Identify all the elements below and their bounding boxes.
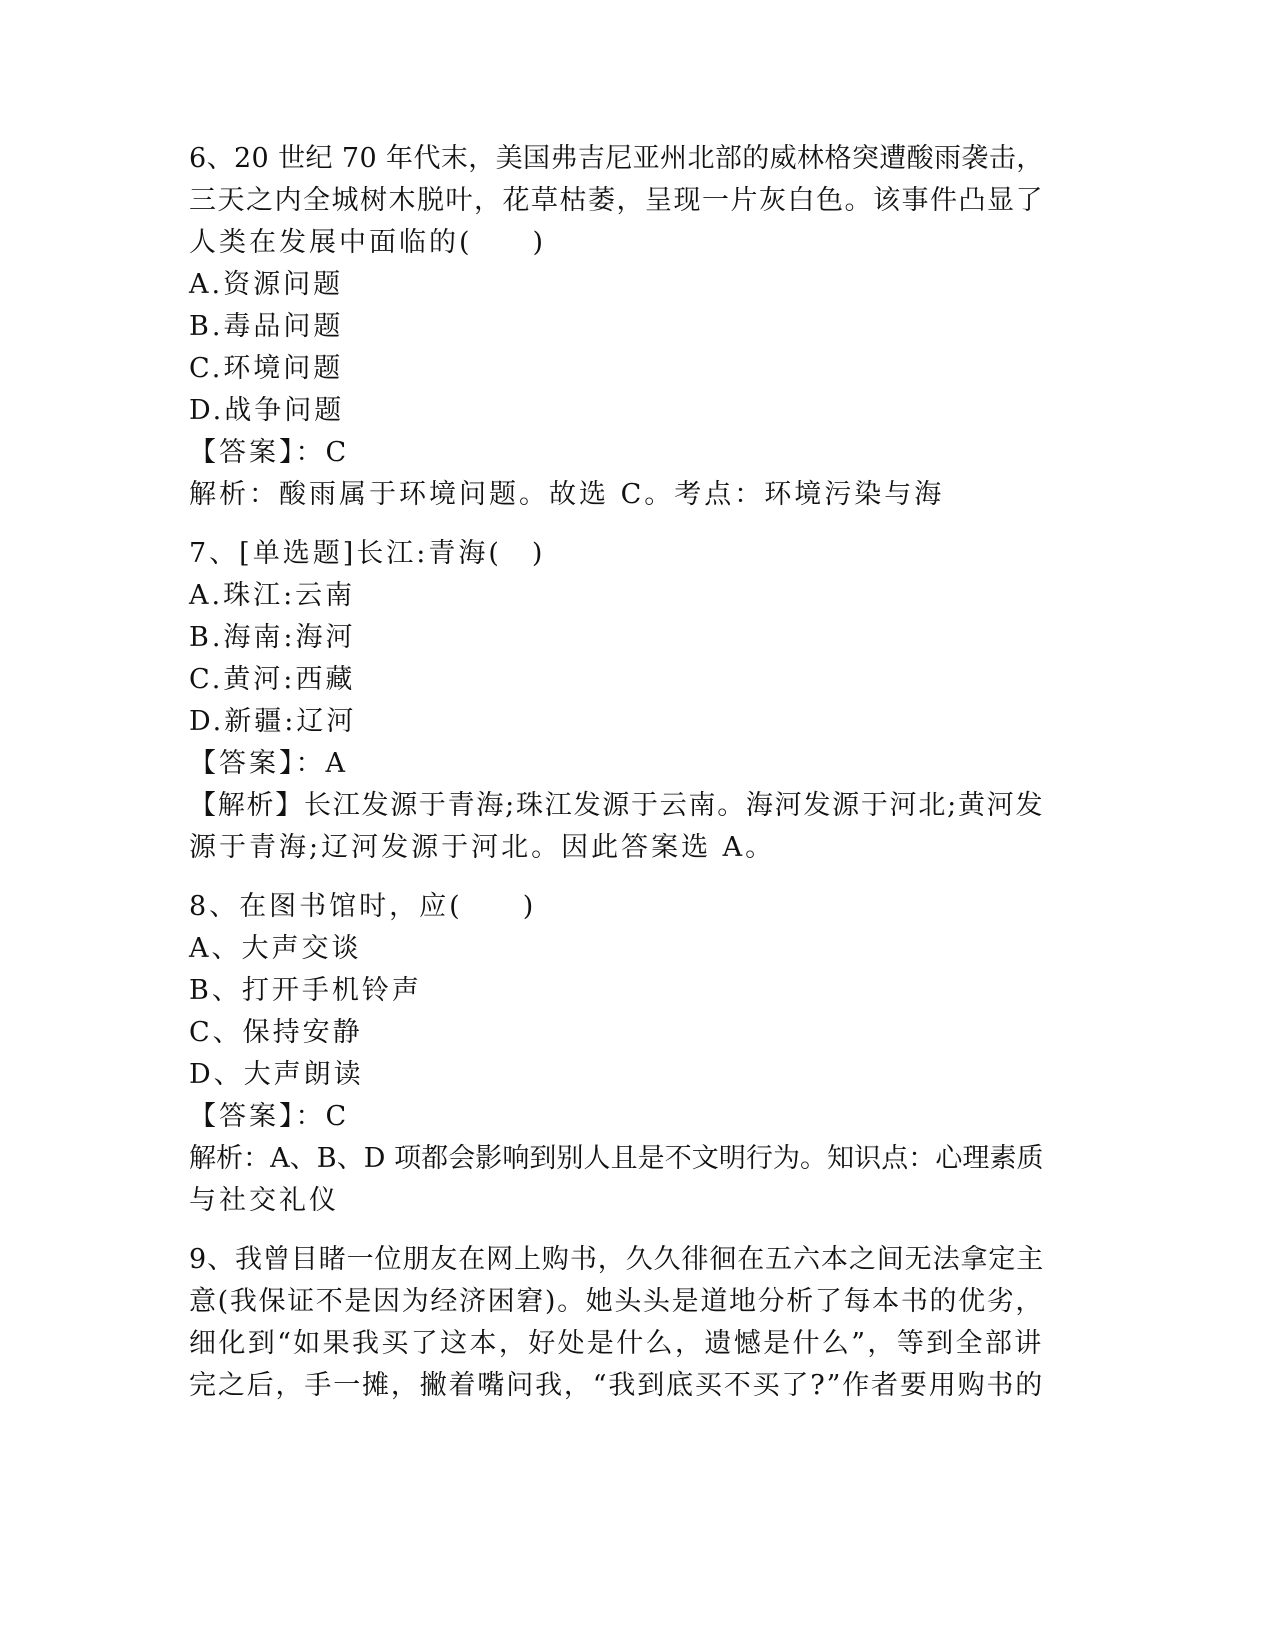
question-8-option-b: B、打开手机铃声 [189, 975, 422, 1006]
question-8-analysis-line-1: 解析：A、B、D 项都会影响到别人且是不文明行为。知识点：心理素质 [189, 1143, 1044, 1174]
question-7-answer: 【答案】：A [189, 748, 348, 779]
question-6-option-a: A.资源问题 [189, 269, 344, 300]
question-6-stem-line-3: 人类在发展中面临的( ) [189, 227, 547, 258]
question-8-stem-line-1: 8、在图书馆时，应( ) [189, 891, 537, 922]
question-8-analysis-line-2: 与社交礼仪 [189, 1185, 339, 1216]
question-8-answer: 【答案】：C [189, 1101, 350, 1132]
question-9-stem-line-4: 完之后，手一摊，撇着嘴问我，“我到底买不买了?”作者要用购书的 [189, 1370, 1045, 1401]
question-7-option-c: C.黄河:西藏 [189, 664, 356, 695]
question-9-stem-line-3: 细化到“如果我买了这本，好处是什么，遗憾是什么”，等到全部讲 [189, 1328, 1044, 1359]
question-6-analysis-line-1: 解析：酸雨属于环境问题。故选 C。考点：环境污染与海 [189, 479, 945, 510]
question-7-option-d: D.新疆:辽河 [189, 706, 357, 737]
question-6-option-d: D.战争问题 [189, 395, 345, 426]
question-6-option-c: C.环境问题 [189, 353, 344, 384]
question-6-stem-line-1: 6、20 世纪 70 年代末，美国弗吉尼亚州北部的威林格突遭酸雨袭击， [189, 143, 1044, 174]
question-7-analysis-line-1: 【解析】长江发源于青海;珠江发源于云南。海河发源于河北;黄河发 [189, 790, 1045, 821]
question-8-option-a: A、大声交谈 [189, 933, 362, 964]
question-6-answer: 【答案】：C [189, 437, 350, 468]
question-6-option-b: B.毒品问题 [189, 311, 344, 342]
question-8-option-c: C、保持安静 [189, 1017, 363, 1048]
question-7-option-a: A.珠江:云南 [189, 580, 356, 611]
question-7-analysis-line-2: 源于青海;辽河发源于河北。因此答案选 A。 [189, 832, 776, 863]
question-6-stem-line-2: 三天之内全城树木脱叶，花草枯萎，呈现一片灰白色。该事件凸显了 [189, 185, 1044, 216]
question-8-option-d: D、大声朗读 [189, 1059, 364, 1090]
question-9-stem-line-1: 9、我曾目睹一位朋友在网上购书，久久徘徊在五六本之间无法拿定主 [189, 1244, 1045, 1275]
question-9-stem-line-2: 意(我保证不是因为经济困窘)。她头头是道地分析了每本书的优劣， [189, 1286, 1045, 1317]
question-7-option-b: B.海南:海河 [189, 622, 356, 653]
question-7-stem-line-1: 7、[单选题]长江:青海( ) [189, 538, 546, 569]
